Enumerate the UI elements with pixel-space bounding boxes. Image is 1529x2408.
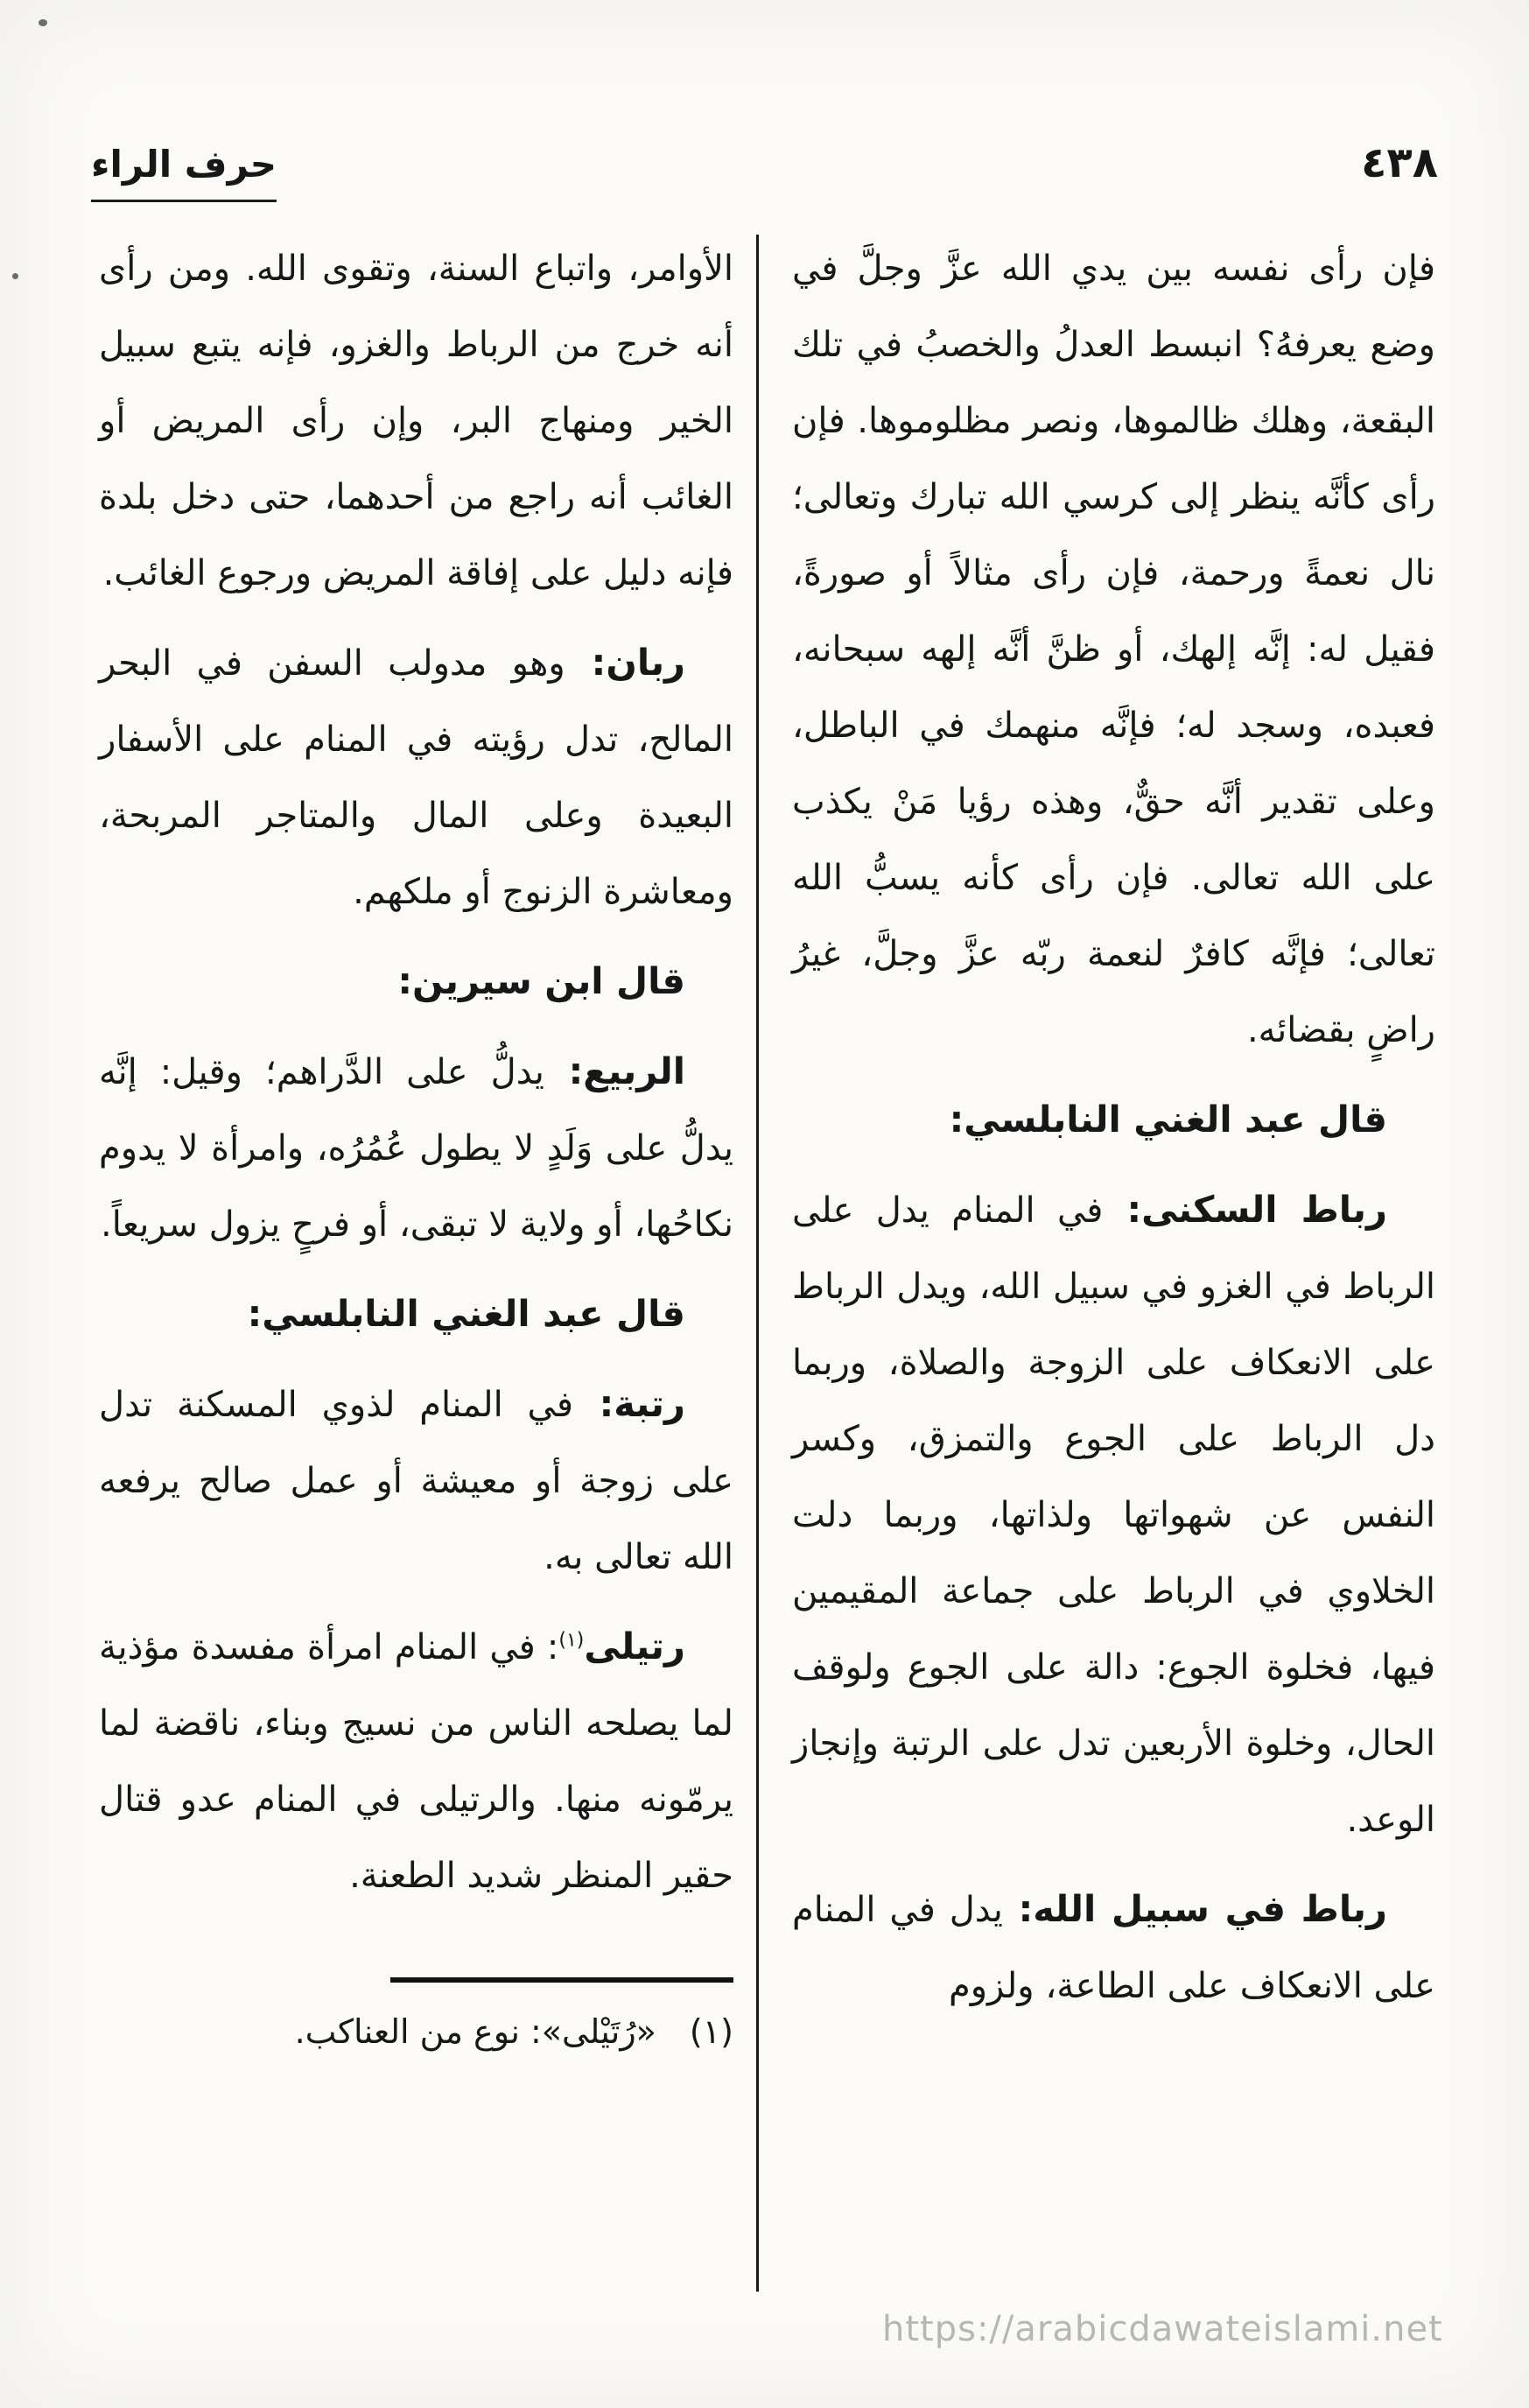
paragraph xyxy=(99,231,733,612)
footnote-marker: (١) xyxy=(689,2012,733,2051)
paragraph-text: يدل في المنام على الانعكاف على الطاعة، ولزوم xyxy=(792,1890,1435,2006)
attribution-text: قال عبد الغني النابلسي: xyxy=(949,1098,1387,1141)
paragraph xyxy=(99,624,733,930)
attribution-text: قال ابن سيرين: xyxy=(397,959,685,1002)
attribution-text: قال عبد الغني النابلسي: xyxy=(247,1292,685,1335)
footnote-text: «رُتَيْلى»: نوع من العناكب. xyxy=(294,2012,656,2051)
scan-artifact xyxy=(39,19,47,26)
attribution-line xyxy=(792,1081,1435,1159)
paragraph-text: في المنام يدل على الرباط في الغزو في سبيل الله، ويدل الرباط على الانعكاف على الزوجة والصلاة، وربما دل الرباط على الجوع والتمزق، وكسر النفس عن شهواتها ولذاتها، وربما دلت الخلاوي في الرباط على جماعة المقيمين فيها، فخلوة الجوع: دالة على الجوع ولوقف الحال، وخلوة الأربعين تدل على الرتبة وإنجاز الوعد. xyxy=(792,1190,1435,1840)
attribution-line xyxy=(99,943,733,1021)
page-header xyxy=(91,138,1438,202)
paragraph-text: : في المنام امرأة مفسدة مؤذية لما يصلحه الناس من نسيج وبناء، ناقضة لما يرمّونه منها. والرتيلى في المنام عدو قتال حقير المنظر شديد الطعنة. xyxy=(99,1627,733,1896)
paragraph xyxy=(99,1608,733,1914)
column-divider xyxy=(756,235,759,2292)
paragraph-text: وهو مدولب السفن في البحر المالح، تدل رؤيته في المنام على الأسفار البعيدة وعلى المال والمتاجر المربحة، ومعاشرة الزنوج أو ملكهم. xyxy=(99,643,733,912)
paragraph xyxy=(792,231,1435,1069)
footnote-rule xyxy=(390,1977,733,1983)
paragraph-text: يدلُّ على الدَّراهم؛ وقيل: إنَّه يدلُّ على وَلَدٍ لا يطول عُمُرُه، وامرأة لا يدوم نكاحُها، أو ولاية لا تبقى، أو فرحٍ يزول سريعاً. xyxy=(99,1052,733,1245)
entry-headword: رباط السكنى: xyxy=(1103,1188,1387,1231)
paragraph xyxy=(792,1871,1435,2025)
footnote-reference: (١) xyxy=(558,1629,585,1652)
attribution-line xyxy=(99,1275,733,1353)
paragraph xyxy=(99,1033,733,1263)
paragraph-text: في المنام لذوي المسكنة تدل على زوجة أو معيشة أو عمل صالح يرفعه الله تعالى به. xyxy=(99,1385,733,1577)
entry-headword: الربيع: xyxy=(544,1050,686,1092)
entry-headword: رباط في سبيل الله: xyxy=(1002,1887,1387,1930)
column-left xyxy=(99,231,733,2057)
entry-headword: رتيلى xyxy=(584,1625,685,1667)
scan-artifact xyxy=(12,273,18,279)
chapter-title: حرف الراء xyxy=(91,143,277,202)
page-number: ٤٣٨ xyxy=(1361,138,1438,187)
column-right xyxy=(792,231,1435,2037)
paragraph xyxy=(99,1365,733,1596)
paragraph xyxy=(792,1171,1435,1858)
footnote xyxy=(99,2007,733,2057)
paragraph-text: الأوامر، واتباع السنة، وتقوى الله. ومن رأى أنه خرج من الرباط والغزو، فإنه يتبع سبيل الخير ومنهاج البر، وإن رأى المريض أو الغائب أنه راجع من أحدهما، حتى دخل بلدة فإنه دليل على إفاقة المريض ورجوع الغائب. xyxy=(99,249,733,593)
entry-headword: رتبة: xyxy=(572,1382,685,1425)
watermark-url: https://arabicdawateislami.net xyxy=(882,2309,1443,2349)
entry-headword: ربان: xyxy=(565,641,686,684)
paragraph-text: فإن رأى نفسه بين يدي الله عزَّ وجلَّ في وضع يعرفهُ؟ انبسط العدلُ والخصبُ في تلك البقعة، وهلك ظالموها، ونصر مظلوموها. فإن رأى كأنَّه ينظر إلى كرسي الله تبارك وتعالى؛ نال نعمةً ورحمة، فإن رأى مثالاً أو صورةً، فقيل له: إنَّه إلهك، أو ظنَّ أنَّه إلهه سبحانه، فعبده، وسجد له؛ فإنَّه منهمك في الباطل، وعلى تقدير أنَّه حقٌّ، وهذه رؤيا مَنْ يكذب على الله تعالى. فإن رأى كأنه يسبُّ الله تعالى؛ فإنَّه كافرٌ لنعمة ربّه عزَّ وجلَّ، غيرُ راضٍ بقضائه. xyxy=(792,249,1435,1050)
